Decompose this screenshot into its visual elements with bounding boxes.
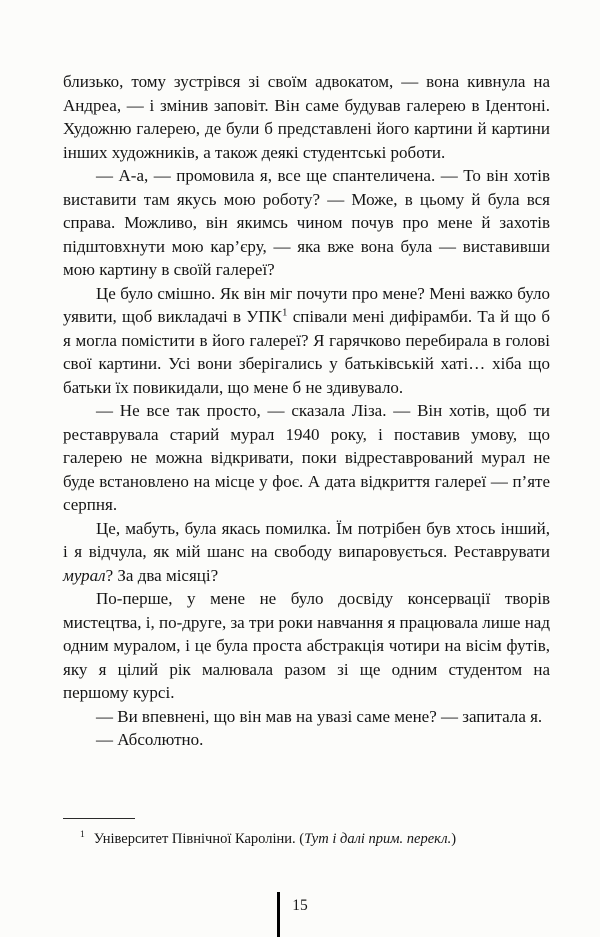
text-run: — А-а, — промовила я, все ще спантеличена. — То він хотів виставити там якусь мою роботу? — Може, в цьому й була вся справа. Можливо, він якимсь чином почув про мене й захотів підштовхнути мою кар’єру, — яка вже вона була — виставивши мою картину в своїй галереї? — [63, 166, 550, 279]
text-run: Університет Північної Кароліни. ( — [93, 831, 305, 847]
paragraph — [63, 705, 550, 729]
text-run: ) — [451, 831, 457, 847]
paragraph — [63, 587, 550, 705]
italic-text: Тут і далі прим. перекл. — [304, 831, 452, 847]
text-run: — Не все так просто, — сказала Ліза. — Він хотів, щоб ти реставрувала старий мурал 1940 року, і поставив умову, що галерею не можна відкривати, поки відреставрований мурал не буде встановлено на місце у фоє. А дата відкриття галереї — п’яте серпня. — [63, 401, 550, 514]
paragraph — [63, 70, 550, 164]
paragraph — [63, 399, 550, 517]
footnote-area — [63, 818, 550, 849]
italic-text: мурал — [63, 565, 106, 585]
text-run: співали мені дифірамби. Та й що б я могла помістити в його галереї? Я гарячково перебирала в голові свої картини. Усі вони зберігались у батьківській хаті… хіба що батьки їх повикидали, що мене б не здивувало. — [63, 307, 550, 397]
text-run: По-перше, у мене не було досвіду консервації творів мистецтва, і, по-друге, за три роки навчання я працювала лише над одним муралом, і це була проста абстракція чотири на вісім футів, яку я цілий рік малювала разом зі ще одним студентом на першому курсі. — [63, 589, 550, 702]
body-text — [63, 70, 550, 752]
paragraph — [63, 517, 550, 588]
paragraph — [63, 164, 550, 282]
footnote-marker: 1 — [80, 830, 85, 841]
text-run: Це було смішно. Як він міг почути про мене? Мені важко було уявити, щоб викладачі в УПК — [63, 283, 550, 326]
text-run: Це, мабуть, була якась помилка. Їм потрібен був хтось інший, і я відчула, як мій шанс на свободу випаровується. Реставрувати — [63, 518, 550, 561]
footnote-reference: 1 — [281, 306, 288, 319]
text-run: — Абсолютно. — [96, 730, 204, 749]
page-number: 15 — [292, 897, 308, 914]
footnote-separator — [63, 818, 135, 819]
text-run: ? За два місяці? — [105, 565, 219, 585]
text-run: — Ви впевнені, що він мав на увазі саме мене? — запитала я. — [96, 706, 543, 726]
text-run: близько, тому зустрівся зі своїм адвокатом, — вона кивнула на Андреа, — і змінив заповіт. Він саме будував галерею в Ідентоні. Художню галерею, де були б представлені його картини й картини інших художників, а також деякі студентські роботи. — [63, 72, 550, 162]
paragraph — [63, 728, 550, 752]
paragraph — [63, 282, 550, 400]
footnote — [63, 830, 550, 849]
